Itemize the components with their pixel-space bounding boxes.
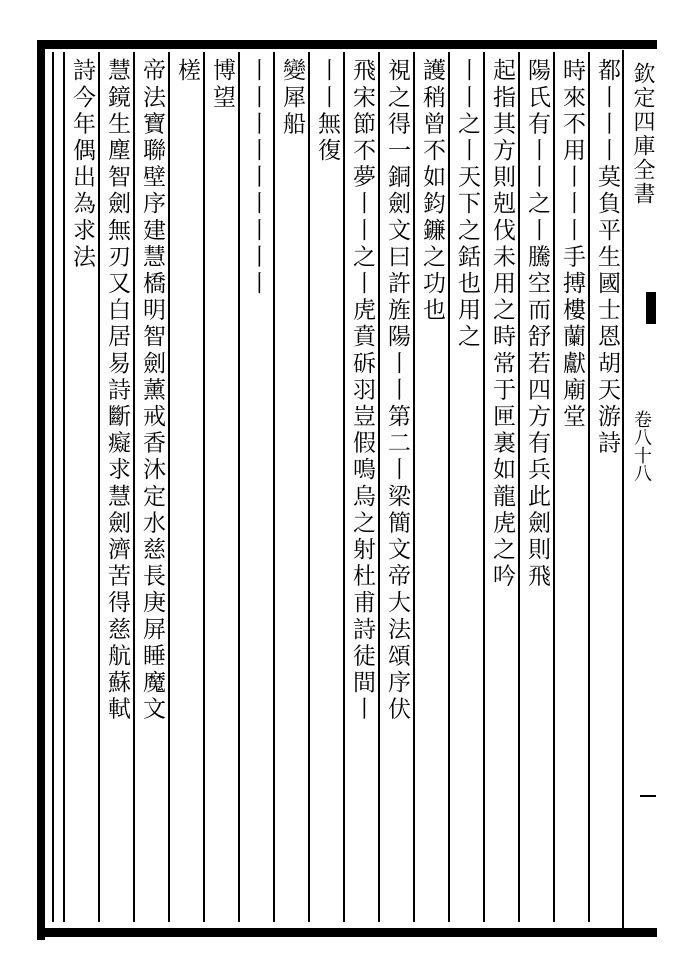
text-segment: 丨丨之丨天下之銛也用之 [454,58,480,351]
text-column-3 [520,58,554,923]
text-column-12 [205,58,239,923]
page-border-left [37,40,45,940]
text-segment: 護稍曾不如鈞鐮之功也 [419,58,445,324]
text-segment: 飛宋節不夢丨丨之丨虎賁䂨羽豈假鳴烏之射杜甫詩徒間丨 [349,58,375,723]
text-column-11 [240,58,274,923]
text-segment: 視之得一銅劍文曰許旌陽丨丨第二丨梁簡文帝大法頌序伏 [384,58,410,723]
text-column-1 [590,58,624,923]
text-segment: 都丨丨丨莫負平生國士恩胡天游詩 [594,58,620,457]
text-column-6 [415,58,449,923]
volume-label: 卷八十八 [631,410,652,482]
text-segment: 博望 [209,58,235,112]
text-column-4 [485,58,519,923]
text-column-7 [380,58,414,923]
text-column-5 [450,58,484,923]
text-column-9 [310,58,344,923]
page-border-bottom [37,928,657,937]
text-segment: 槎 [174,58,200,85]
text-column-2 [555,58,589,923]
text-segment: 起指其方則剋伐未用之時常于匣裏如龍虎之吟 [489,58,515,590]
text-segment: 帝法寶聯壁序建慧橋明智劍薰戒香沐定水慈長庚屏睡魔文 [139,58,165,723]
text-segment: 丨丨無復 [314,58,340,165]
page-border-inner [52,52,54,922]
text-segment: 慧鏡生塵智劍無刃又白居易詩斷癡求慧劍濟苦得慈航蘇軾 [104,58,130,723]
text-segment: 丨丨丨丨丨丨丨丨丨 [244,58,270,298]
book-title: 欽定四庫全書 [630,62,655,206]
text-column-10 [275,58,309,923]
header-fishtail-mark [646,292,656,324]
text-segment: 變犀船 [279,58,305,138]
text-column-16 [65,58,99,923]
text-column-13 [170,58,204,923]
text-segment: 陽氏有丨丨之丨騰空而舒若四方有兵此劍則飛 [524,58,550,590]
header-mark [640,795,656,797]
text-column-14 [135,58,169,923]
text-column-15 [100,58,134,923]
text-column-8 [345,58,379,923]
page-border-top [37,40,657,49]
text-segment: 時來不用丨丨丨手搏樓蘭獻廟堂 [559,58,585,431]
text-segment: 詩今年偶出為求法 [69,58,95,271]
